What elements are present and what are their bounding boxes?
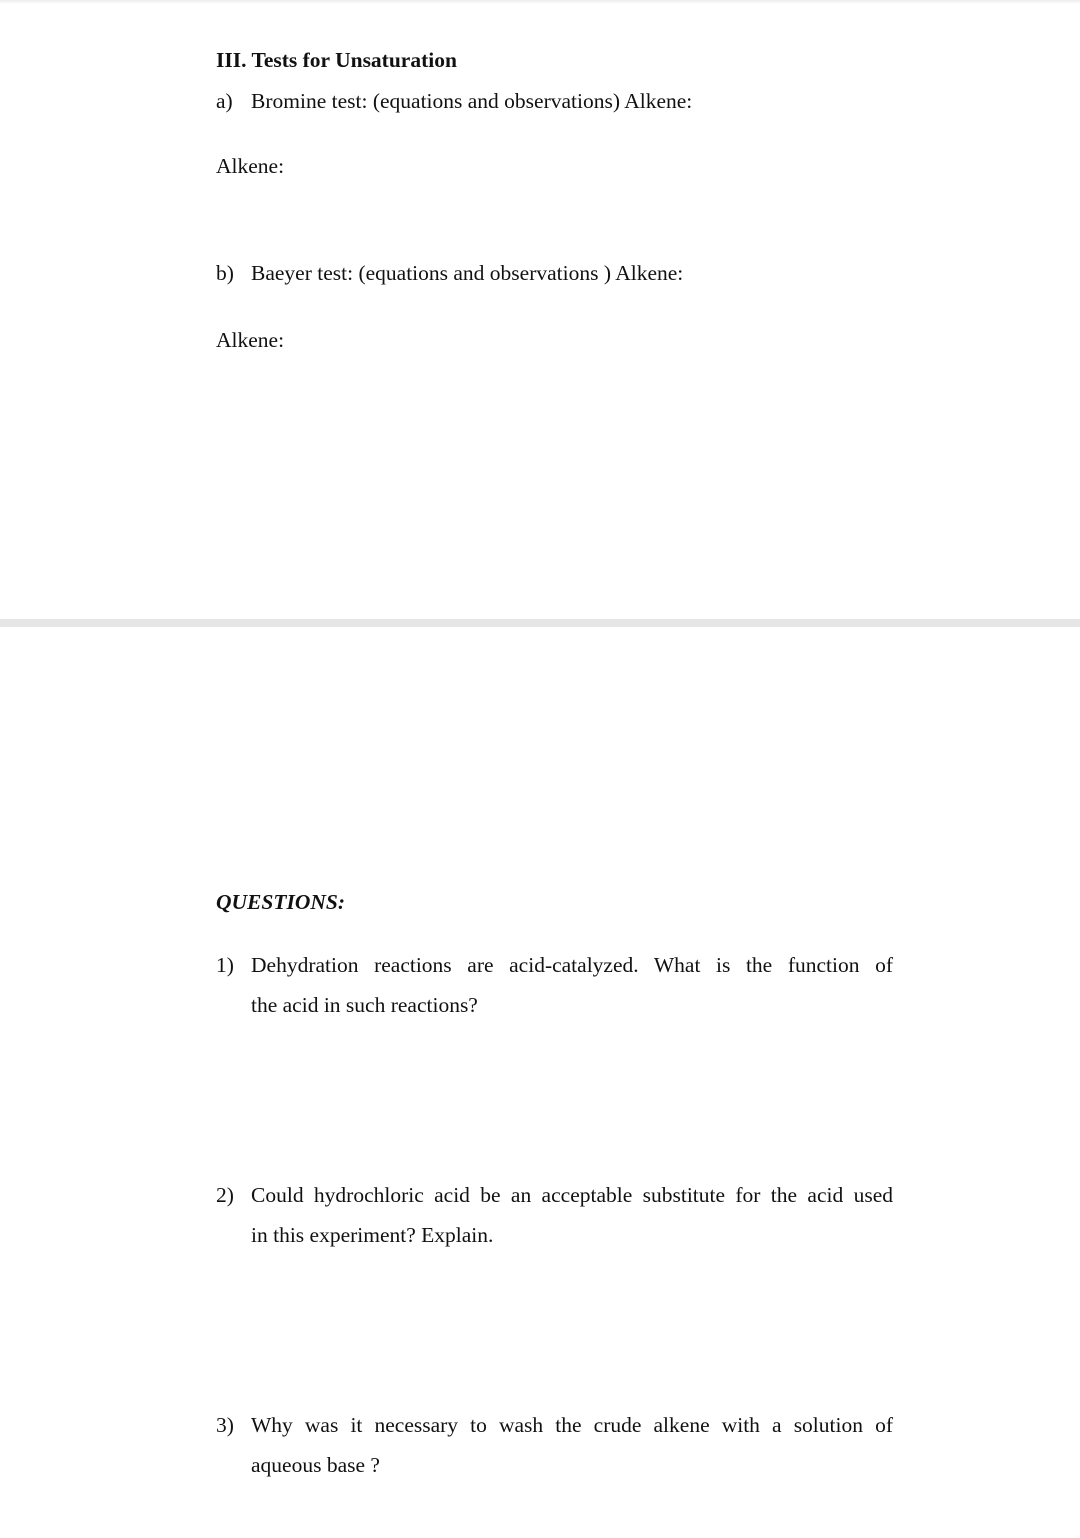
bromine-alkene-label: Alkene: <box>216 154 285 178</box>
item-a-marker: a) <box>216 89 233 113</box>
baeyer-alkene-label: Alkene: <box>216 328 285 352</box>
questions-heading: QUESTIONS: <box>216 890 346 914</box>
question-2-marker: 2) <box>216 1183 234 1207</box>
item-b-marker: b) <box>216 261 234 285</box>
page-divider <box>0 619 1080 627</box>
question-1-line-2: the acid in such reactions? <box>251 993 478 1017</box>
baeyer-test-label: Baeyer test: (equations and observations ) Alkene: <box>251 261 684 285</box>
question-1-line-1: Dehydration reactions are acid-catalyzed. What is the function of <box>251 953 893 977</box>
question-3-marker: 3) <box>216 1413 234 1437</box>
bromine-test-label: Bromine test: (equations and observations) Alkene: <box>251 89 693 113</box>
question-2-line-2: in this experiment? Explain. <box>251 1223 494 1247</box>
section-heading: III. Tests for Unsaturation <box>216 48 457 72</box>
page-top-edge <box>0 0 1080 4</box>
question-2-line-1: Could hydrochloric acid be an acceptable substitute for the acid used <box>251 1183 893 1207</box>
question-1-marker: 1) <box>216 953 234 977</box>
question-3-line-1: Why was it necessary to wash the crude alkene with a solution of <box>251 1413 893 1437</box>
question-3-line-2: aqueous base ? <box>251 1453 380 1477</box>
